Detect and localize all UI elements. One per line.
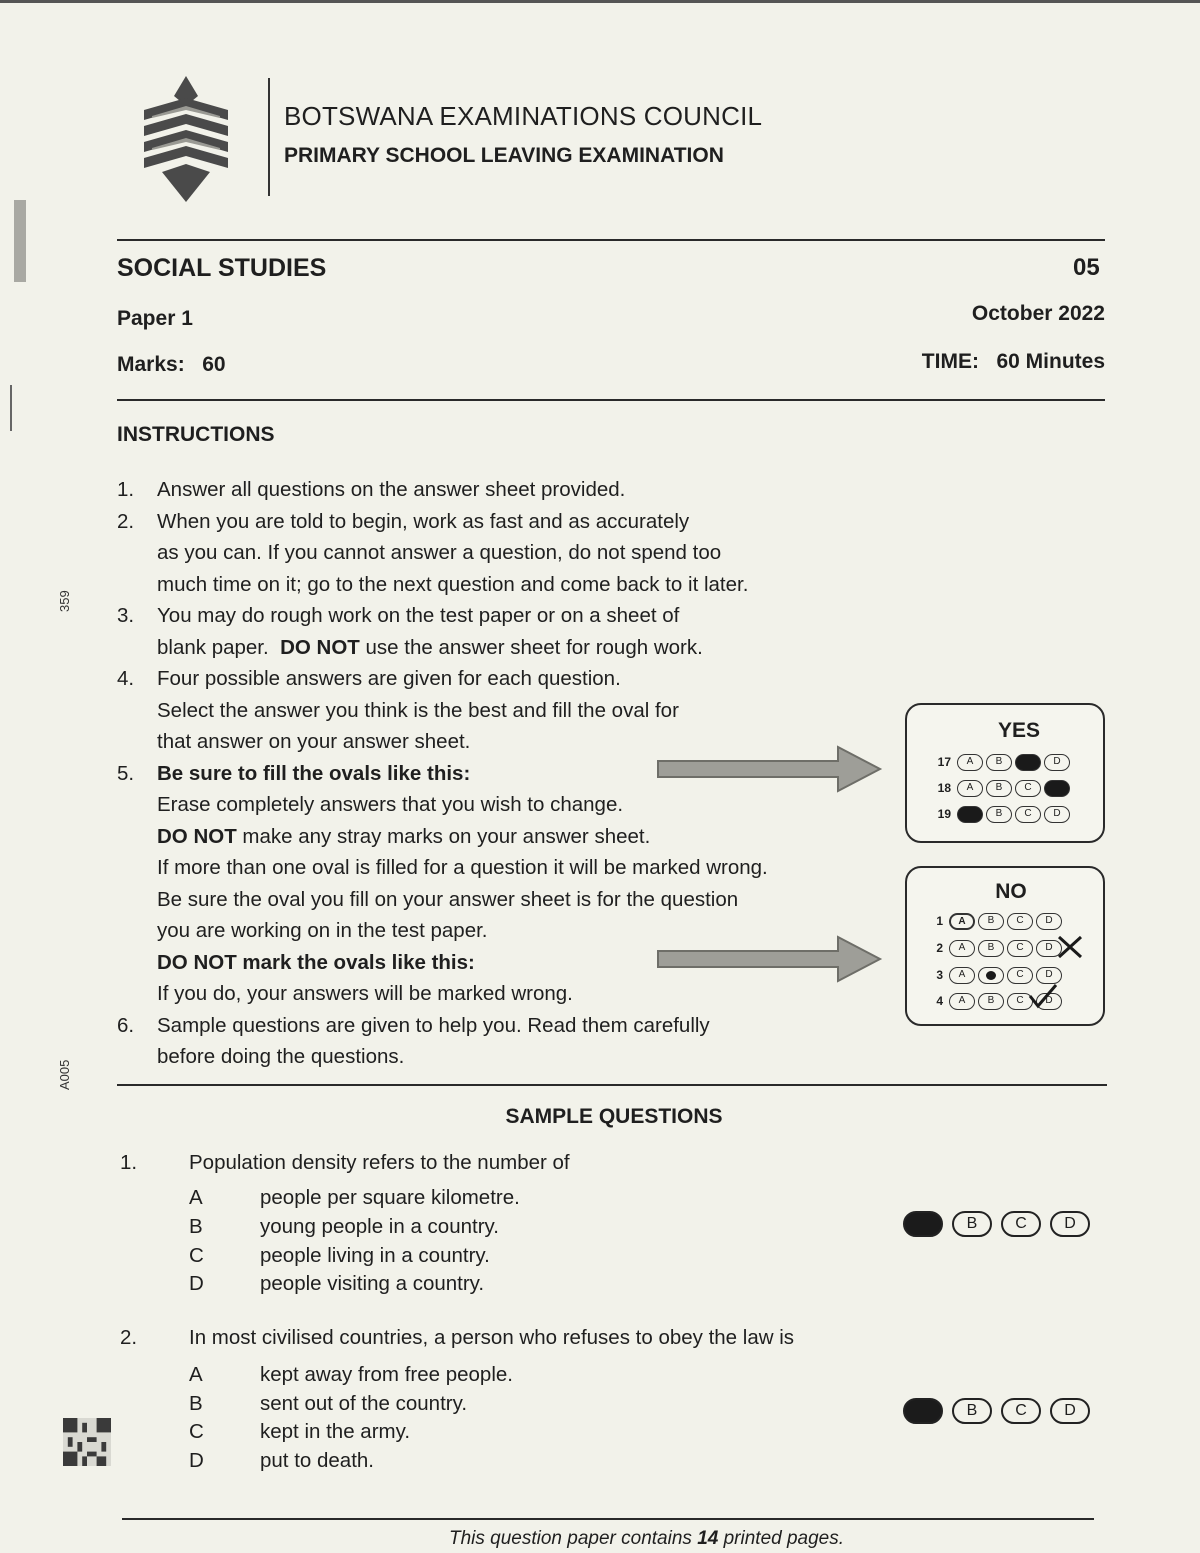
instruction-number: 3.: [117, 604, 135, 627]
row-number: 1: [936, 914, 943, 928]
arrow-right-icon: [656, 934, 884, 984]
instruction-line: Answer all questions on the answer sheet provided.: [157, 478, 626, 501]
instruction-item: [117, 506, 877, 601]
instruction-line: much time on it; go to the next question and come back to it later.: [157, 572, 749, 596]
oval-circled: A: [949, 913, 975, 930]
marks-value: 60: [202, 353, 226, 376]
oval: C: [1007, 940, 1033, 957]
footer-note: [0, 1528, 1200, 1550]
instruction-line: Erase completely answers that you wish to change.: [157, 793, 624, 816]
side-code-top: 359: [57, 590, 72, 612]
option-text: kept away from free people.: [260, 1363, 513, 1386]
marks-info: [117, 353, 226, 377]
oval: B: [978, 913, 1004, 930]
row-number: 18: [937, 781, 951, 795]
instruction-line: When you are told to begin, work as fast and as accurately: [157, 509, 690, 533]
arrow-right-icon: [656, 744, 884, 794]
rule-sample: [117, 1084, 1107, 1086]
oval: A: [949, 940, 975, 957]
question-text: In most civilised countries, a person who refuses to obey the law is: [189, 1326, 795, 1349]
option-letter: A: [189, 1186, 203, 1209]
option-text: people per square kilometre.: [260, 1186, 520, 1209]
oval: C: [1015, 806, 1041, 823]
instruction-emphasis: DO NOT: [280, 635, 360, 659]
option-text: young people in a country.: [260, 1215, 499, 1238]
time-label: TIME:: [921, 350, 979, 373]
oval: D: [1044, 806, 1070, 823]
option-letter: B: [189, 1392, 203, 1415]
sample-questions-heading: SAMPLE QUESTIONS: [505, 1105, 723, 1128]
instruction-number: 4.: [117, 667, 135, 690]
oval: B: [986, 754, 1012, 771]
instruction-text: use the answer sheet for rough work.: [359, 635, 703, 659]
yes-example-box: [905, 703, 1105, 843]
answer-oval-filled: [903, 1211, 943, 1237]
option-text: people living in a country.: [260, 1244, 490, 1267]
subject-code: 05: [1073, 254, 1100, 281]
oval: D: [1036, 967, 1062, 984]
marks-label: Marks:: [117, 353, 185, 376]
no-example-box: [905, 866, 1105, 1026]
instruction-line: You may do rough work on the test paper or on a sheet of: [157, 604, 680, 627]
instruction-line: as you can. If you cannot answer a question, do not spend too: [157, 541, 722, 564]
oval-filled: [1044, 780, 1070, 797]
row-number: 3: [936, 968, 943, 982]
instruction-fill-heading: Be sure to fill the ovals like this:: [157, 761, 471, 785]
instruction-number: 1.: [117, 478, 135, 501]
oval: B: [986, 780, 1012, 797]
page-top-edge: [0, 0, 1200, 3]
row-number: 19: [937, 807, 951, 821]
oval: A: [949, 967, 975, 984]
oval: C: [1015, 780, 1041, 797]
instruction-item: [117, 1010, 877, 1073]
oval: A: [957, 780, 983, 797]
instruction-line: [157, 821, 877, 853]
option-text: sent out of the country.: [260, 1392, 468, 1415]
oval: B: [986, 806, 1012, 823]
instruction-item: [117, 474, 877, 506]
oval: C: [1007, 913, 1033, 930]
example-row: [925, 753, 1073, 771]
time-info: [922, 350, 1105, 374]
answer-oval: B: [952, 1211, 992, 1237]
row-number: 2: [936, 941, 943, 955]
example-row: [917, 939, 1065, 957]
question-number: 1.: [120, 1151, 138, 1174]
oval-filled: [1015, 754, 1041, 771]
option-text: kept in the army.: [260, 1420, 411, 1443]
cross-mark-icon: [1056, 934, 1084, 960]
instruction-item: [117, 600, 877, 663]
footer-text: This question paper contains: [448, 1528, 698, 1549]
answer-oval: C: [1001, 1211, 1041, 1237]
oval: D: [1036, 913, 1062, 930]
scan-artifact: [14, 200, 26, 282]
oval-ticked: C: [1007, 993, 1033, 1010]
answer-ovals-q2: [903, 1398, 1099, 1424]
oval-crossed: D: [1036, 940, 1062, 957]
footer-text: printed pages.: [718, 1528, 845, 1549]
oval: B: [978, 940, 1004, 957]
option-letter: C: [189, 1244, 204, 1267]
page-count: 14: [697, 1528, 719, 1549]
yes-title: YES: [997, 719, 1041, 742]
instruction-line: before doing the questions.: [157, 1045, 405, 1068]
subject-title: SOCIAL STUDIES: [117, 254, 327, 282]
row-number: 4: [936, 994, 943, 1008]
oval: A: [957, 754, 983, 771]
answer-oval: D: [1050, 1398, 1090, 1424]
rule-top: [117, 239, 1105, 241]
option-letter: A: [189, 1363, 203, 1386]
exam-name: PRIMARY SCHOOL LEAVING EXAMINATION: [284, 144, 724, 167]
example-row: [925, 805, 1073, 823]
exam-date: October 2022: [971, 302, 1105, 325]
option-text: people visiting a country.: [260, 1272, 485, 1295]
instruction-line: you are working on in the test paper.: [157, 919, 488, 942]
rule-middle: [117, 399, 1105, 401]
instructions-heading: INSTRUCTIONS: [117, 423, 275, 446]
no-title: NO: [995, 880, 1027, 903]
instruction-emphasis: DO NOT: [157, 824, 237, 848]
oval-dotted: [978, 967, 1004, 984]
side-code-bottom: A005: [57, 1059, 72, 1090]
qr-code-icon: [62, 1418, 112, 1466]
answer-oval: C: [1001, 1398, 1041, 1424]
time-value: 60 Minutes: [996, 350, 1105, 373]
option-letter: D: [189, 1449, 204, 1472]
answer-oval: D: [1050, 1211, 1090, 1237]
instruction-line: If more than one oval is filled for a question it will be marked wrong.: [157, 856, 768, 879]
instruction-line: If you do, your answers will be marked wrong.: [157, 982, 573, 1005]
instruction-text: blank paper.: [157, 635, 281, 659]
oval: B: [978, 993, 1004, 1010]
instruction-number: 6.: [117, 1013, 135, 1037]
oval-filled: [957, 806, 983, 823]
instruction-line: that answer on your answer sheet.: [157, 730, 471, 753]
rule-footer: [122, 1518, 1094, 1520]
option-letter: D: [189, 1272, 204, 1295]
answer-oval: B: [952, 1398, 992, 1424]
instruction-line: Select the answer you think is the best and fill the oval for: [157, 698, 679, 722]
example-row: [917, 912, 1065, 930]
scan-artifact-line: [10, 385, 12, 431]
answer-oval-filled: [903, 1398, 943, 1424]
tick-mark-icon: [1027, 982, 1059, 1010]
oval: D: [1036, 993, 1062, 1010]
oval: D: [1044, 754, 1070, 771]
option-letter: C: [189, 1420, 204, 1443]
instruction-number: 5.: [117, 761, 135, 785]
paper-number: Paper 1: [117, 307, 193, 330]
instruction-line: [157, 632, 877, 664]
oval: A: [949, 993, 975, 1010]
council-name: BOTSWANA EXAMINATIONS COUNCIL: [284, 101, 763, 131]
bec-logo-icon: [140, 76, 232, 204]
row-number: 17: [937, 755, 951, 769]
instruction-nofill-heading: DO NOT mark the ovals like this:: [157, 950, 475, 974]
instruction-line: Four possible answers are given for each question.: [157, 667, 621, 690]
oval: C: [1007, 967, 1033, 984]
question-number: 2.: [120, 1326, 138, 1349]
instruction-text: make any stray marks on your answer sheet.: [236, 824, 651, 848]
answer-ovals-q1: [903, 1211, 1099, 1237]
option-letter: B: [189, 1215, 203, 1238]
instruction-line: Be sure the oval you fill on your answer sheet is for the question: [157, 887, 739, 911]
instruction-number: 2.: [117, 509, 135, 533]
example-row: [925, 779, 1073, 797]
instruction-line: Sample questions are given to help you. Read them carefully: [157, 1013, 710, 1037]
header-divider: [268, 78, 270, 196]
option-text: put to death.: [260, 1449, 374, 1472]
question-text: Population density refers to the number of: [189, 1151, 570, 1174]
